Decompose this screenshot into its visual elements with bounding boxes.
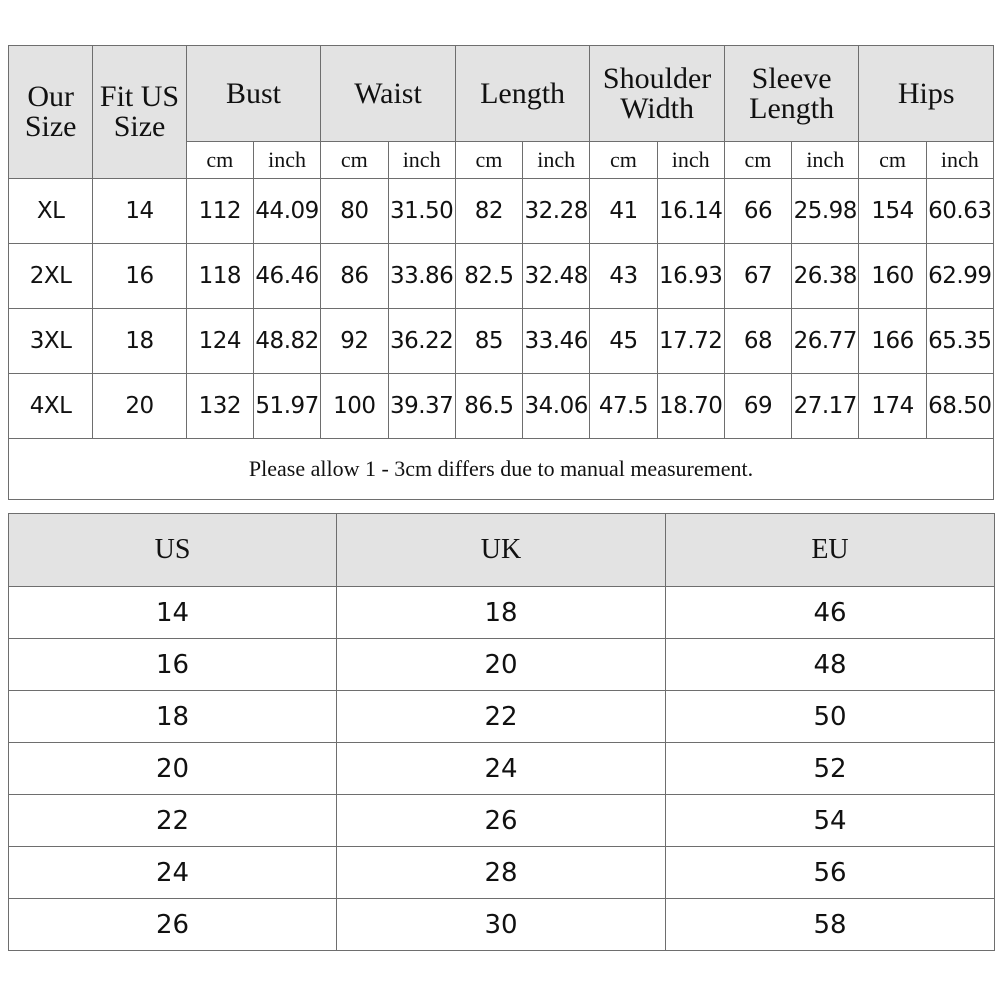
cell-shoulder-cm: 45 — [590, 309, 657, 374]
cell-bust-inch: 44.09 — [253, 179, 320, 244]
unit-cm: cm — [724, 142, 791, 179]
unit-cm: cm — [455, 142, 522, 179]
header-shoulder-width: Shoulder Width — [590, 46, 725, 142]
table-row — [9, 179, 994, 244]
table-row — [9, 374, 994, 439]
cell-waist-cm: 86 — [321, 244, 388, 309]
table-row — [9, 743, 995, 795]
cell-hips-inch: 60.63 — [926, 179, 993, 244]
cell-length-cm: 82.5 — [455, 244, 522, 309]
header-sleeve-length: Sleeve Length — [724, 46, 859, 142]
cell-shoulder-inch: 18.70 — [657, 374, 724, 439]
cell-eu: 50 — [666, 691, 995, 743]
note-row — [9, 439, 994, 500]
cell-us-size: 20 — [93, 374, 186, 439]
cell-uk: 20 — [337, 639, 666, 691]
header-waist: Waist — [321, 46, 456, 142]
table-row — [9, 244, 994, 309]
cell-our-size: XL — [9, 179, 93, 244]
cell-shoulder-inch: 16.14 — [657, 179, 724, 244]
cell-uk: 24 — [337, 743, 666, 795]
cell-hips-cm: 174 — [859, 374, 926, 439]
cell-length-inch: 32.48 — [523, 244, 590, 309]
cell-length-cm: 82 — [455, 179, 522, 244]
cell-eu: 54 — [666, 795, 995, 847]
cell-length-inch: 33.46 — [523, 309, 590, 374]
table-row — [9, 639, 995, 691]
cell-shoulder-inch: 17.72 — [657, 309, 724, 374]
unit-inch: inch — [388, 142, 455, 179]
header-us: US — [9, 514, 337, 587]
cell-bust-inch: 46.46 — [253, 244, 320, 309]
cell-length-inch: 32.28 — [523, 179, 590, 244]
measurement-note: Please allow 1 - 3cm differs due to manual measurement. — [9, 439, 994, 500]
cell-us-size: 18 — [93, 309, 186, 374]
cell-waist-cm: 80 — [321, 179, 388, 244]
header-fit-us-size: Fit US Size — [93, 46, 186, 179]
cell-us: 18 — [9, 691, 337, 743]
cell-uk: 18 — [337, 587, 666, 639]
cell-sleeve-cm: 67 — [724, 244, 791, 309]
cell-sleeve-inch: 26.38 — [792, 244, 859, 309]
cell-us: 22 — [9, 795, 337, 847]
cell-eu: 56 — [666, 847, 995, 899]
cell-bust-cm: 118 — [186, 244, 253, 309]
table-row — [9, 587, 995, 639]
cell-shoulder-cm: 43 — [590, 244, 657, 309]
unit-cm: cm — [321, 142, 388, 179]
table-row — [9, 847, 995, 899]
cell-us: 16 — [9, 639, 337, 691]
cell-sleeve-inch: 27.17 — [792, 374, 859, 439]
unit-inch: inch — [523, 142, 590, 179]
unit-inch: inch — [657, 142, 724, 179]
cell-eu: 48 — [666, 639, 995, 691]
unit-cm: cm — [590, 142, 657, 179]
cell-hips-inch: 62.99 — [926, 244, 993, 309]
cell-sleeve-cm: 68 — [724, 309, 791, 374]
header-our-size: Our Size — [9, 46, 93, 179]
table-row — [9, 899, 995, 951]
unit-inch: inch — [253, 142, 320, 179]
cell-hips-inch: 65.35 — [926, 309, 993, 374]
cell-hips-cm: 160 — [859, 244, 926, 309]
cell-length-cm: 86.5 — [455, 374, 522, 439]
cell-uk: 28 — [337, 847, 666, 899]
cell-sleeve-inch: 26.77 — [792, 309, 859, 374]
table-row — [9, 795, 995, 847]
header-hips: Hips — [859, 46, 994, 142]
cell-us: 14 — [9, 587, 337, 639]
unit-cm: cm — [186, 142, 253, 179]
cell-hips-cm: 154 — [859, 179, 926, 244]
cell-waist-inch: 39.37 — [388, 374, 455, 439]
cell-sleeve-cm: 69 — [724, 374, 791, 439]
cell-us-size: 14 — [93, 179, 186, 244]
cell-eu: 52 — [666, 743, 995, 795]
header-eu: EU — [666, 514, 995, 587]
cell-uk: 26 — [337, 795, 666, 847]
cell-sleeve-inch: 25.98 — [792, 179, 859, 244]
cell-hips-inch: 68.50 — [926, 374, 993, 439]
cell-length-inch: 34.06 — [523, 374, 590, 439]
cell-us: 20 — [9, 743, 337, 795]
cell-our-size: 3XL — [9, 309, 93, 374]
cell-sleeve-cm: 66 — [724, 179, 791, 244]
cell-waist-inch: 36.22 — [388, 309, 455, 374]
cell-shoulder-cm: 41 — [590, 179, 657, 244]
table-row — [9, 309, 994, 374]
cell-bust-cm: 124 — [186, 309, 253, 374]
cell-us-size: 16 — [93, 244, 186, 309]
unit-inch: inch — [926, 142, 993, 179]
size-chart-header — [9, 46, 994, 179]
cell-us: 24 — [9, 847, 337, 899]
header-uk: UK — [337, 514, 666, 587]
cell-shoulder-cm: 47.5 — [590, 374, 657, 439]
cell-uk: 30 — [337, 899, 666, 951]
cell-waist-inch: 33.86 — [388, 244, 455, 309]
cell-waist-cm: 100 — [321, 374, 388, 439]
conversion-header — [9, 514, 995, 587]
cell-our-size: 4XL — [9, 374, 93, 439]
cell-our-size: 2XL — [9, 244, 93, 309]
unit-inch: inch — [792, 142, 859, 179]
header-length: Length — [455, 46, 590, 142]
cell-shoulder-inch: 16.93 — [657, 244, 724, 309]
table-row — [9, 691, 995, 743]
cell-bust-cm: 112 — [186, 179, 253, 244]
cell-length-cm: 85 — [455, 309, 522, 374]
size-chart-table — [8, 45, 994, 500]
cell-bust-inch: 48.82 — [253, 309, 320, 374]
cell-bust-inch: 51.97 — [253, 374, 320, 439]
cell-us: 26 — [9, 899, 337, 951]
cell-uk: 22 — [337, 691, 666, 743]
cell-eu: 58 — [666, 899, 995, 951]
cell-eu: 46 — [666, 587, 995, 639]
cell-hips-cm: 166 — [859, 309, 926, 374]
header-bust: Bust — [186, 46, 321, 142]
unit-cm: cm — [859, 142, 926, 179]
cell-waist-inch: 31.50 — [388, 179, 455, 244]
cell-bust-cm: 132 — [186, 374, 253, 439]
size-conversion-table — [8, 513, 995, 951]
cell-waist-cm: 92 — [321, 309, 388, 374]
